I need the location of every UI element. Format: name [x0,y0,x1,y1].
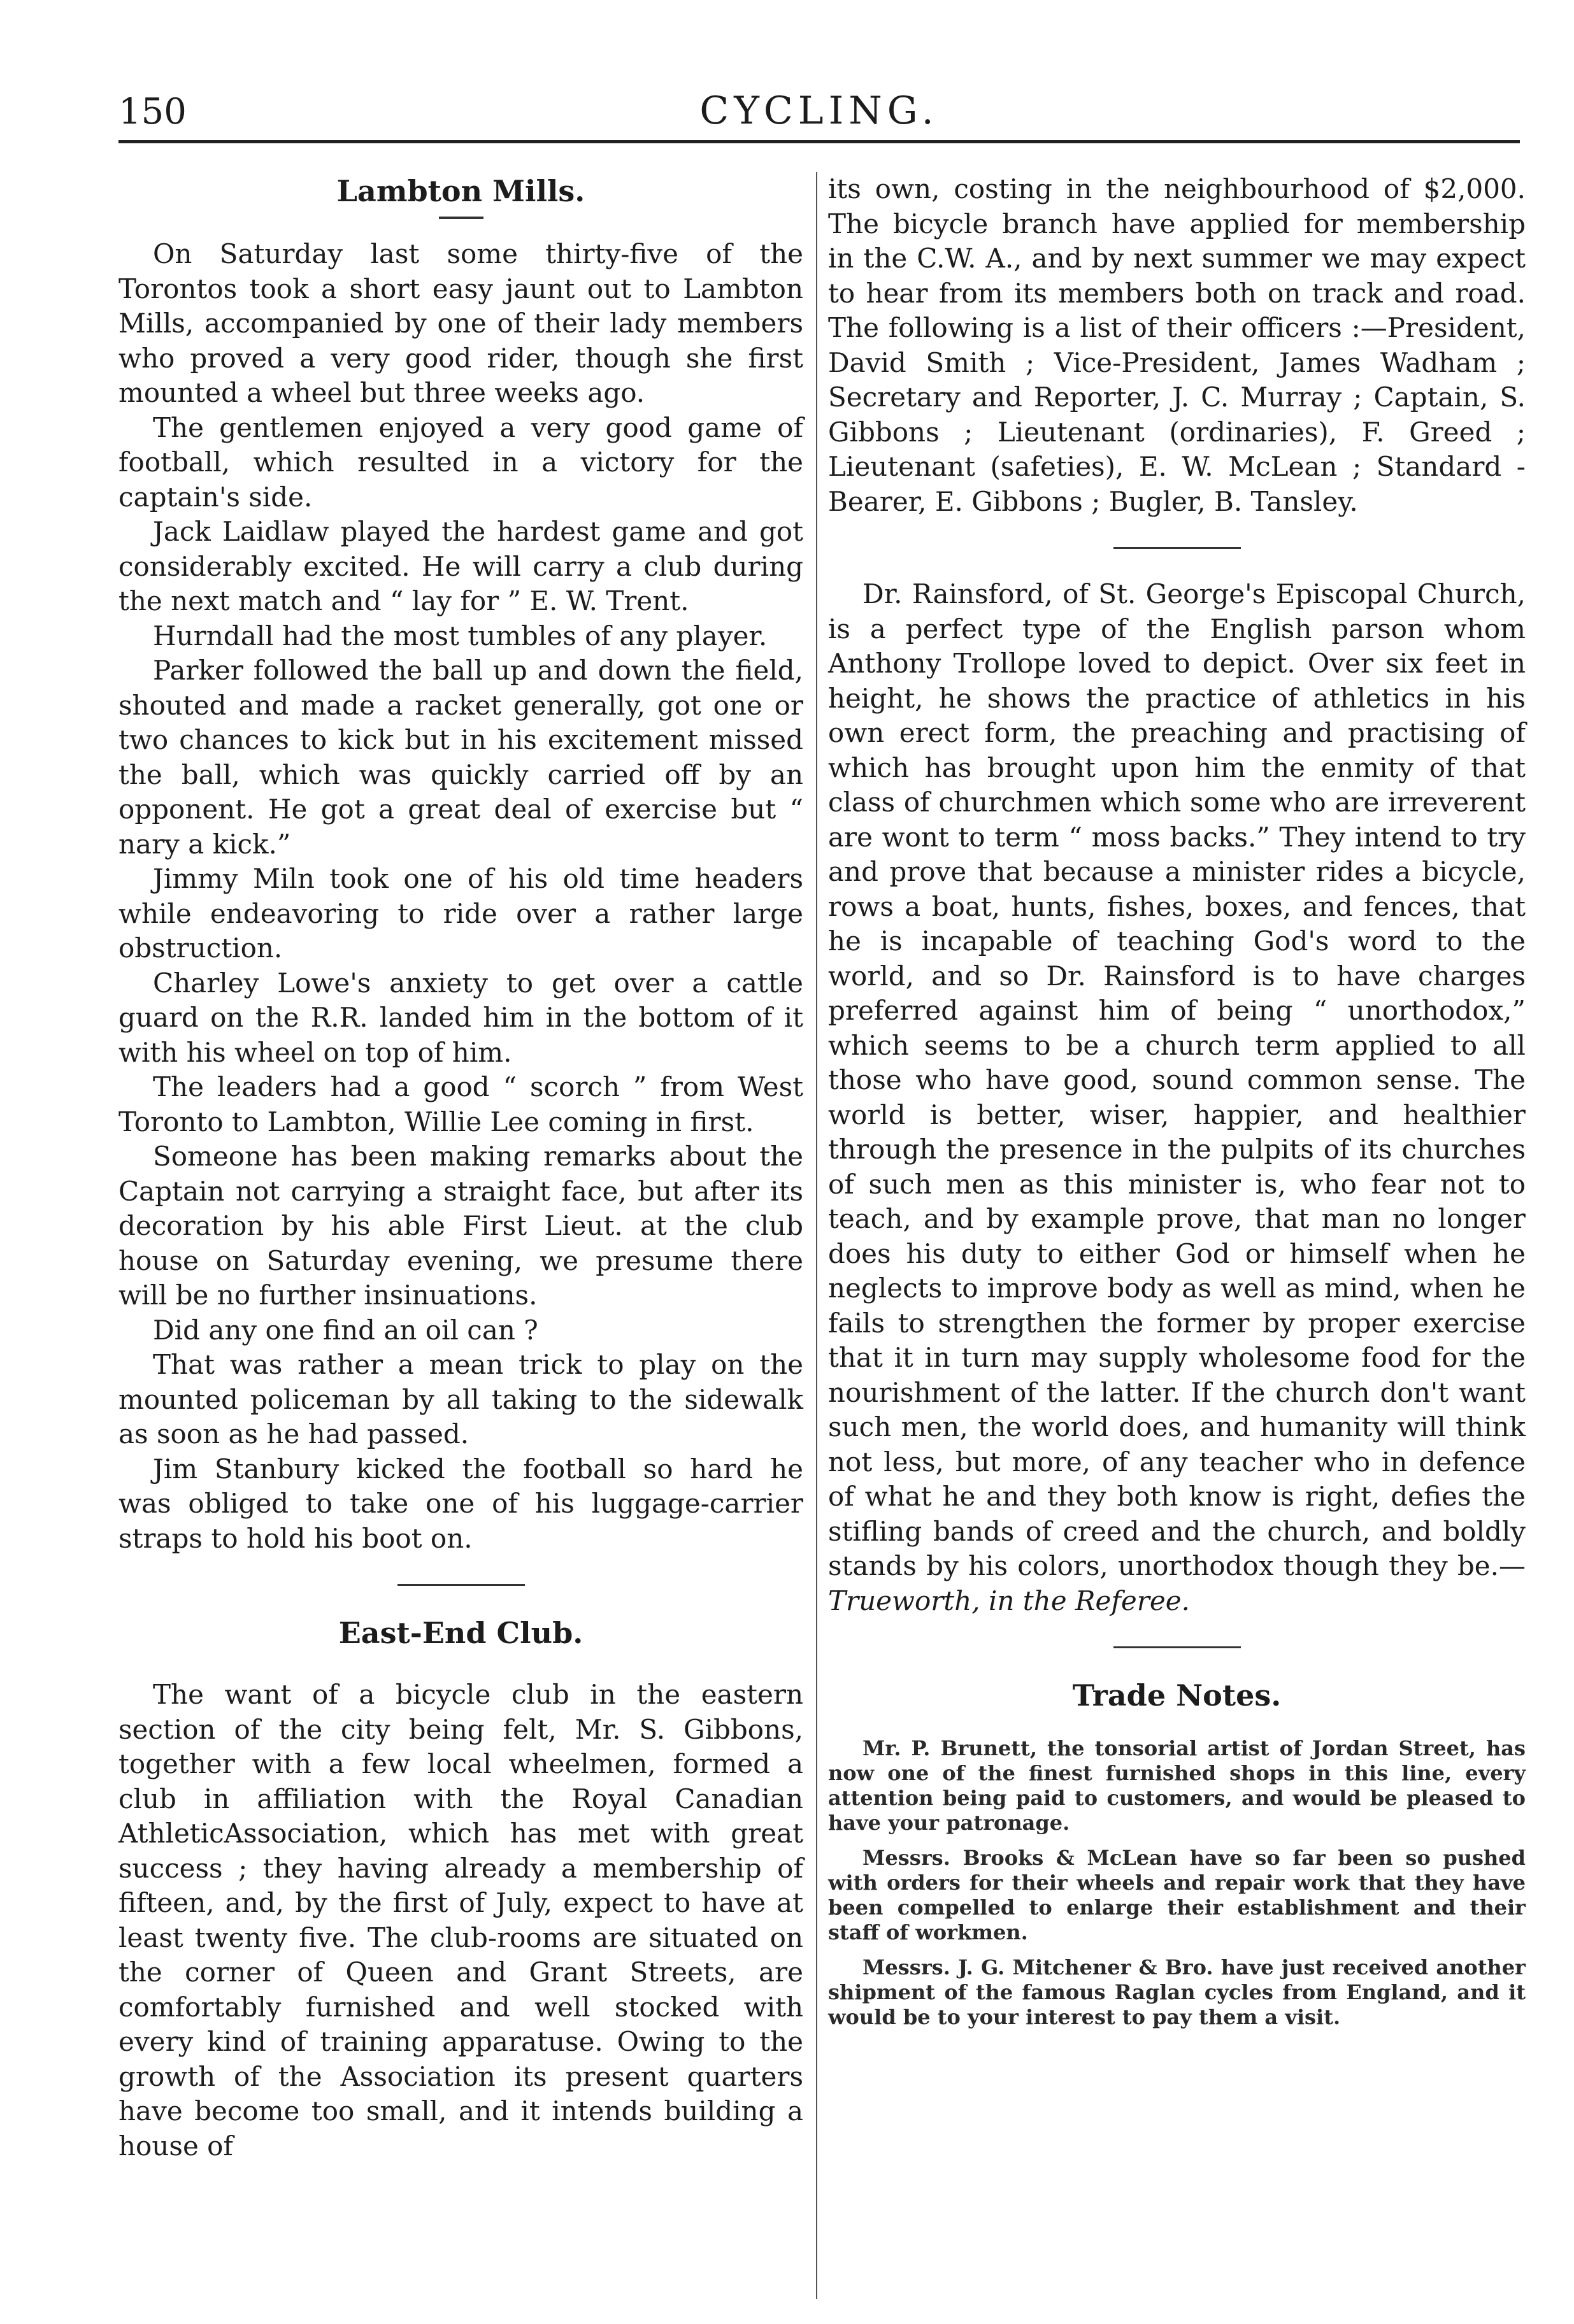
page-number: 150 [118,91,187,132]
east-end-club-heading: East-End Club. [338,1616,583,1650]
trade-notes-list [828,1736,1526,2030]
section-separator [1113,1646,1241,1648]
lambton-paragraph: On Saturday last some thirty-five of the Torontos took a short easy jaunt out to Lambton Mills, accompanied by one of their lady members who proved a very good rider, though she first mounted a wheel but three weeks ago. [118,238,803,408]
heading-spacer [118,1652,803,1678]
rainsford-text: Dr. Rainsford, of St. George's Episcopal Church, is a perfect type of the English parson whom Anthony Trollope loved to depict. Over six feet in height, he shows the practice of athletics in his own erect form, the preaching and practising of which has brought upon him the enmity of that class of churchmen which some who are irreverent are wont to term “ moss backs.” They intend to try and prove that because a minister rides a bicycle, rows a boat, hunts, fishes, boxes, and fences, that he is incapable of teaching God's word to the world, and so Dr. Rainsford is to have charges preferred against him of being “ unorthodox,” which seems to be a church term applied to all those who have good, sound common sense. The world is better, wiser, happier, and healthier through the presence in the pulpits of its churches of such men as this minister is, who fear not to teach, and by example prove, that man no longer does his duty to either God or himself when he neglects to improve body as well as mind, when he fails to strengthen the former by proper exercise that it in turn may supply wholesome food for the nourishment of the latter. If the church don't want such men, the world does, and humanity will think not less, but more, of any teacher who in defence of what he and they both know is right, defies the stifling bands of creed and the church, and boldly stands by his colors, unorthodox though they be.— [828,578,1526,1581]
lambton-paragraph: Did any one find an oil can ? [153,1314,538,1346]
running-head: CYCLING. [699,89,939,133]
lambton-paragraph: The gentlemen enjoyed a very good game of football, which resulted in a victory for the captain's side. [118,411,803,513]
heading-spacer [828,1714,1526,1736]
lambton-mills-heading: Lambton Mills. [336,174,585,208]
column-divider [816,172,817,2299]
section-separator [1113,547,1241,549]
lambton-paragraph: That was rather a mean trick to play on the mounted policeman by all taking to the sidewalk as soon as he had passed. [118,1349,803,1450]
east-end-continuation: its own, costing in the neighbourhood of $2,000. The bicycle branch have applied for membership in the C.W. A., and by next summer we may expect to hear from its members both on track and road. The following is a list of their officers :—President, David Smith ; Vice-President, James Wadham ; Secretary and Reporter, J. C. Murray ; Captain, S. Gibbons ; Lieutenant (ordinaries), F. Greed ; Lieutenant (safeties), E. W. McLean ; Standard - Bearer, E. Gibbons ; Bugler, B. Tansley. [828,173,1526,517]
lambton-paragraph: The leaders had a good “ scorch ” from West Toronto to Lambton, Willie Lee coming in first. [118,1071,803,1137]
lambton-mills-article [118,237,803,1556]
trade-note-item: Mr. P. Brunett, the tonsorial artist of Jordan Street, has now one of the finest furnished shops in this line, every attention being paid to customers, and would be pleased to have your patronage. [828,1736,1526,1835]
lambton-paragraph: Hurndall had the most tumbles of any player. [153,620,768,652]
rainsford-paragraph [828,577,1526,1618]
lambton-paragraph: Charley Lowe's anxiety to get over a cattle guard on the R.R. landed him in the bottom of it with his wheel on top of him. [118,967,803,1068]
section-separator [397,1584,525,1586]
trade-note-item: Messrs. J. G. Mitchener & Bro. have just received another shipment of the famous Raglan cycles from England, and it would be to your interest to pay them a visit. [828,1955,1526,2029]
rainsford-credit: Trueworth, in the Referee. [828,1585,1190,1616]
page-header [118,61,1520,144]
trade-notes-heading: Trade Notes. [1072,1678,1282,1713]
lambton-paragraph: Parker followed the ball up and down the field, shouted and made a racket generally, got one or two chances to kick but in his excitement missed the ball, which was quickly carried off by an opponent. He got a great deal of exercise but “ nary a kick.” [118,655,803,860]
trade-note-item: Messrs. Brooks & McLean have so far been so pushed with orders for their wheels and repair work that they have been compelled to enlarge their establishment and their staff of workmen. [828,1846,1526,1944]
left-column [118,172,803,2164]
lambton-paragraph: Jimmy Miln took one of his old time headers while endeavoring to ride over a rather large obstruction. [118,863,803,964]
lambton-paragraph: Jack Laidlaw played the hardest game and got considerably excited. He will carry a club during the next match and “ lay for ” E. W. Trent. [118,516,803,617]
heading-dash [439,217,483,219]
lambton-paragraph: Someone has been making remarks about the Captain not carrying a straight face, but after its decoration by his able First Lieut. at the club house on Saturday evening, we presume there will be no further insinuations. [118,1141,803,1311]
lambton-paragraph: Jim Stanbury kicked the football so hard he was obliged to take one of his luggage-carrier straps to hold his boot on. [118,1453,803,1554]
right-column [828,172,1526,2040]
header-rule [118,140,1520,143]
east-end-paragraph: The want of a bicycle club in the eastern section of the city being felt, Mr. S. Gibbons, together with a few local wheelmen, formed a club in affiliation with the Royal Canadian AthleticAssociation, which has met with great success ; they having already a membership of fifteen, and, by the first of July, expect to have at least twenty five. The club-rooms are situated on the corner of Queen and Grant Streets, are comfortably furnished and well stocked with every kind of training apparatuse. Owing to the growth of the Association its present quarters have become too small, and it intends building a house of [118,1679,803,2162]
